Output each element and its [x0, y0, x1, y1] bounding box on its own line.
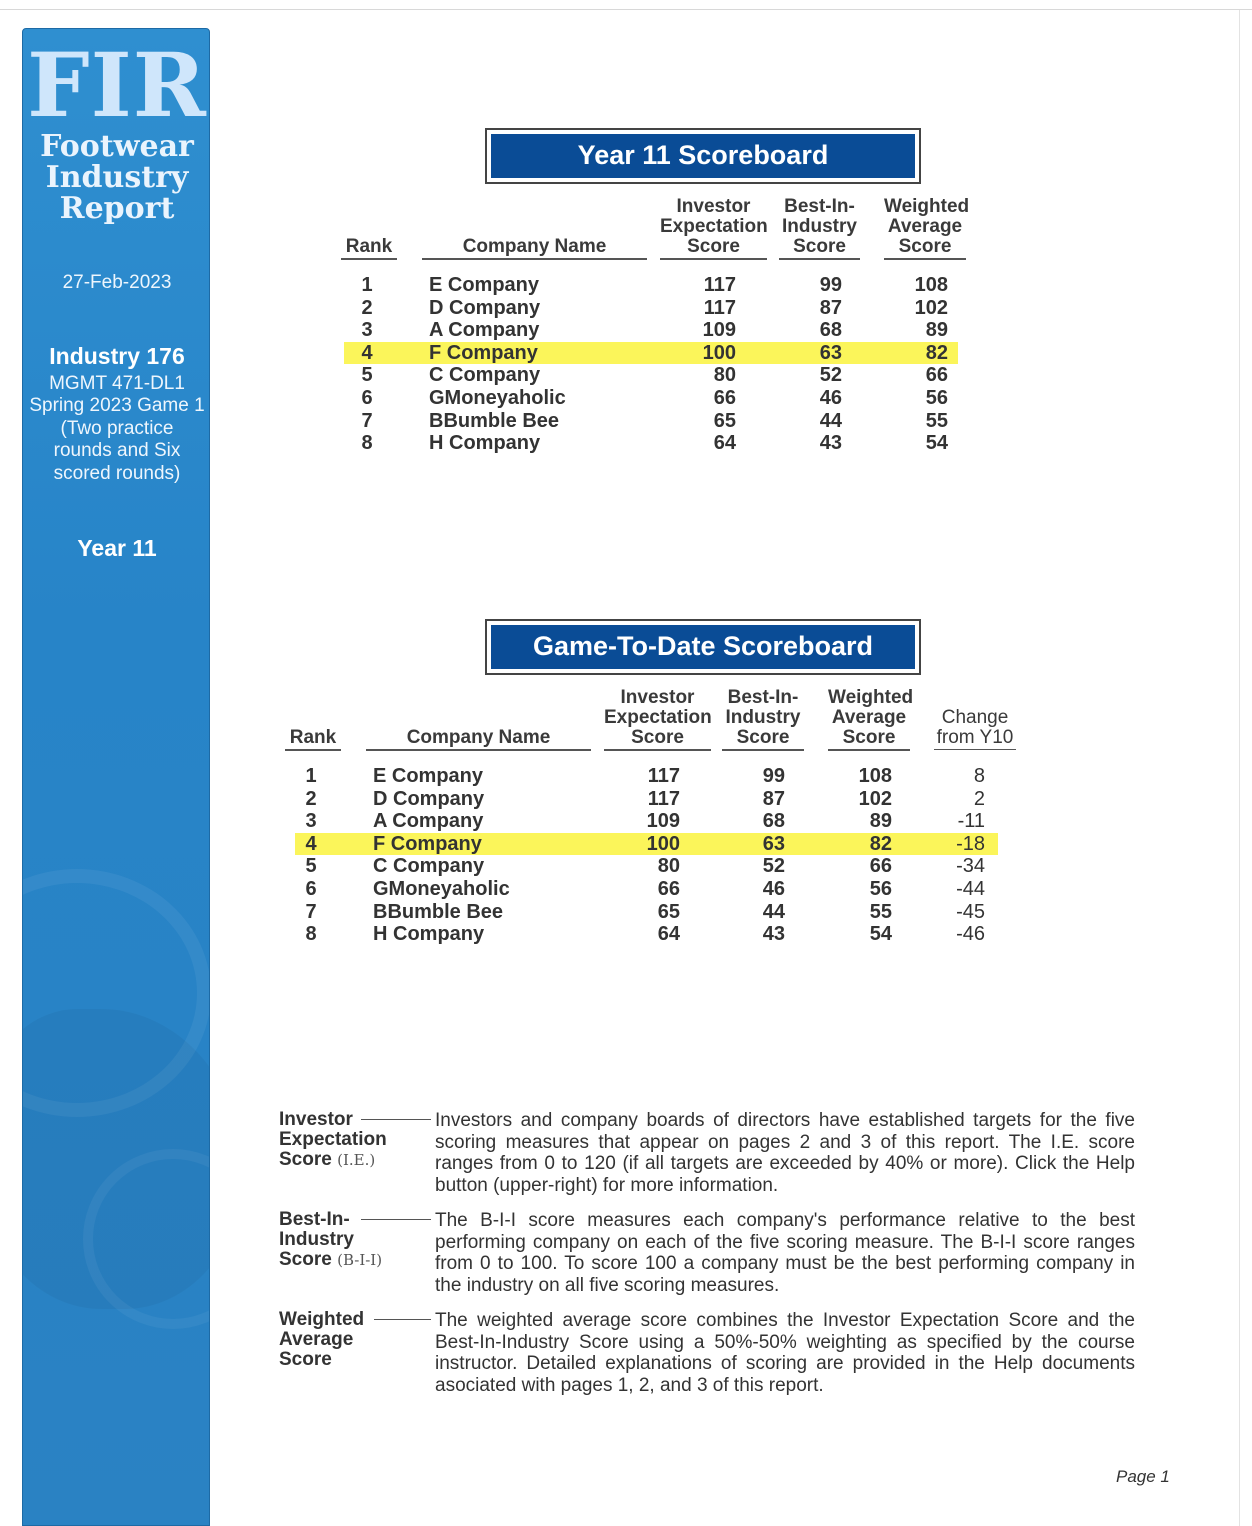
cell-rank: 8: [361, 432, 373, 455]
cell-weighted-score: 54: [925, 432, 948, 455]
col-header-company: Company Name: [422, 237, 647, 260]
cell-weighted-score: 66: [869, 855, 892, 878]
cell-weighted-score: 108: [914, 274, 948, 296]
cell-change: 2: [973, 787, 985, 810]
cell-rank: 4: [305, 832, 317, 855]
cell-company: BBumble Bee: [373, 900, 504, 923]
definition-connector-line: [374, 1319, 431, 1320]
cell-rank: 2: [305, 787, 317, 810]
cell-ie-score: 66: [657, 878, 680, 900]
cell-weighted-score: 56: [925, 387, 948, 409]
definition-abbr: (B-I-I): [337, 1251, 383, 1269]
cell-weighted-score: 55: [869, 900, 892, 923]
definition-term-wavg: Weighted Average Score: [279, 1309, 365, 1370]
table-row: [344, 319, 958, 341]
table-row: [344, 387, 958, 409]
definition-text-bii: The B-I-I score measures each company's performance relative to the best performing company on each of the five scoring measure. The B-I-I score ranges from 0 to 100. To score 100 a company must be the best performing company in the industry on all five scoring measures.: [435, 1210, 1135, 1296]
cell-company: D Company: [373, 787, 485, 810]
top-divider: [0, 9, 1252, 10]
cell-bii-score: 99: [762, 765, 785, 787]
cell-ie-score: 65: [657, 900, 680, 923]
cell-rank: 7: [361, 409, 373, 432]
table-row-highlighted: [344, 342, 958, 364]
cell-bii-score: 44: [762, 900, 785, 923]
right-divider: [1239, 10, 1240, 1526]
cell-ie-score: 117: [703, 296, 736, 319]
year-scoreboard-title: Year 11 Scoreboard: [491, 134, 915, 178]
cell-weighted-score: 108: [858, 765, 892, 787]
cell-rank: 2: [361, 296, 373, 319]
definition-term-ie: Investor Expectation Score (I.E.): [279, 1109, 387, 1170]
cell-bii-score: 44: [819, 409, 842, 432]
table-row: [344, 432, 958, 454]
cell-bii-score: 68: [762, 810, 785, 833]
cell-change: -45: [956, 900, 985, 923]
cell-weighted-score: 102: [914, 296, 948, 319]
cell-weighted-score: 89: [869, 810, 892, 833]
cell-bii-score: 46: [762, 878, 785, 900]
cell-weighted-score: 54: [869, 923, 892, 946]
cell-company: GMoneyaholic: [373, 878, 510, 900]
col-header-ie: Investor Expectation Score: [660, 197, 767, 260]
table-row: [295, 765, 998, 787]
page-number: Page 1: [1116, 1467, 1170, 1486]
course-detail-line: MGMT 471-DL1: [49, 373, 185, 394]
gtd-scoreboard-title: Game-To-Date Scoreboard: [491, 625, 915, 669]
col-header-ie: Investor Expectation Score: [604, 688, 711, 751]
cell-weighted-score: 56: [869, 878, 892, 900]
cell-change: 8: [973, 765, 985, 787]
cell-bii-score: 87: [762, 787, 785, 810]
course-detail-line: Spring 2023 Game 1: [29, 395, 205, 416]
cell-company: E Company: [373, 765, 484, 787]
cell-bii-score: 63: [819, 341, 842, 364]
cell-company: C Company: [429, 364, 541, 387]
table-row: [344, 274, 958, 296]
cell-rank: 8: [305, 923, 317, 946]
course-detail-line: (Two practice: [60, 418, 174, 439]
cell-ie-score: 80: [657, 855, 680, 878]
cell-rank: 1: [305, 765, 317, 787]
cell-weighted-score: 82: [869, 832, 892, 855]
cell-weighted-score: 102: [858, 787, 892, 810]
definition-text-ie: Investors and company boards of directors have established targets for the five scoring measures that appear on pages 2 and 3 of this report. The I.E. score ranges from 0 to 120 (if all targets are exceeded by 40% or more). Click the Help button (upper-right) for more information.: [435, 1110, 1135, 1196]
cell-ie-score: 64: [713, 432, 736, 455]
course-detail-line: rounds and Six: [53, 440, 181, 461]
col-header-bii: Best-In- Industry Score: [722, 688, 804, 751]
col-header-rank: Rank: [341, 237, 397, 260]
col-header-change: Change from Y10: [934, 708, 1016, 750]
cell-bii-score: 63: [762, 832, 785, 855]
year-label: Year 11: [77, 535, 157, 561]
cell-rank: 3: [361, 319, 373, 342]
cell-weighted-score: 82: [925, 341, 948, 364]
cell-bii-score: 46: [819, 387, 842, 409]
table-row: [344, 410, 958, 432]
cell-change: -34: [956, 855, 985, 878]
sidebar: [22, 28, 210, 1526]
cell-rank: 5: [361, 364, 373, 387]
cell-ie-score: 80: [713, 364, 736, 387]
cell-ie-score: 100: [646, 832, 680, 855]
course-detail-line: scored rounds): [53, 463, 181, 484]
report-date: 27-Feb-2023: [62, 272, 172, 293]
cell-ie-score: 65: [713, 409, 736, 432]
col-header-bii: Best-In- Industry Score: [779, 197, 860, 260]
year-scoreboard-title-box: [485, 128, 921, 184]
cell-rank: 5: [305, 855, 317, 878]
table-row: [295, 878, 998, 900]
cell-company: H Company: [373, 923, 485, 946]
cell-bii-score: 87: [819, 296, 842, 319]
cell-ie-score: 117: [703, 274, 736, 296]
cell-ie-score: 117: [647, 787, 680, 810]
definition-connector-line: [361, 1219, 431, 1220]
cell-weighted-score: 55: [925, 409, 948, 432]
cell-ie-score: 117: [647, 765, 680, 787]
cell-company: A Company: [429, 319, 540, 342]
cell-rank: 1: [361, 274, 373, 296]
cell-weighted-score: 66: [925, 364, 948, 387]
definition-text-wavg: The weighted average score combines the Investor Expectation Score and the Best-In-Industry Score using a 50%-50% weighting as specified by the course instructor. Detailed explanations of scoring are provided in the Help documents asociated with pages 1, 2, and 3 of this report.: [435, 1310, 1135, 1396]
cell-ie-score: 109: [702, 319, 736, 342]
report-title-line: Footwear: [40, 129, 194, 164]
cell-bii-score: 52: [819, 364, 842, 387]
cell-bii-score: 52: [762, 855, 785, 878]
table-row-highlighted: [295, 833, 998, 855]
cell-bii-score: 68: [819, 319, 842, 342]
report-title-line: Industry: [45, 160, 189, 195]
report-title-line: Report: [59, 191, 175, 226]
cell-ie-score: 66: [713, 387, 736, 409]
cell-ie-score: 109: [646, 810, 680, 833]
cell-bii-score: 43: [762, 923, 785, 946]
col-header-wavg: Weighted Average Score: [884, 197, 966, 260]
definition-connector-line: [361, 1119, 431, 1120]
cell-weighted-score: 89: [925, 319, 948, 342]
fir-logo: FIR: [27, 33, 207, 137]
cell-change: -46: [956, 923, 985, 946]
table-row: [295, 810, 998, 832]
col-header-company: Company Name: [366, 728, 591, 751]
definition-term-bii: Best-In- Industry Score (B-I-I): [279, 1209, 383, 1270]
cell-change: -44: [956, 878, 985, 900]
cell-ie-score: 64: [657, 923, 680, 946]
table-row: [295, 901, 998, 923]
cell-bii-score: 99: [819, 274, 842, 296]
cell-company: D Company: [429, 296, 541, 319]
cell-ie-score: 100: [702, 341, 736, 364]
table-row: [344, 297, 958, 319]
industry-label: Industry 176: [49, 343, 185, 369]
cell-company: A Company: [373, 810, 484, 833]
cell-rank: 7: [305, 900, 317, 923]
cell-company: C Company: [373, 855, 485, 878]
table-row: [295, 788, 998, 810]
col-header-wavg: Weighted Average Score: [828, 688, 910, 751]
cell-company: F Company: [429, 341, 538, 364]
cell-rank: 3: [305, 810, 317, 833]
cell-change: -11: [957, 810, 985, 833]
cell-company: E Company: [429, 274, 540, 296]
table-row: [295, 855, 998, 877]
cell-company: H Company: [429, 432, 541, 455]
definition-abbr: (I.E.): [337, 1151, 376, 1169]
cell-company: GMoneyaholic: [429, 387, 566, 409]
cell-rank: 4: [361, 341, 373, 364]
cell-company: BBumble Bee: [429, 409, 560, 432]
cell-change: -18: [956, 832, 985, 855]
cell-rank: 6: [361, 387, 373, 409]
cell-company: F Company: [373, 832, 482, 855]
cell-bii-score: 43: [819, 432, 842, 455]
table-row: [295, 923, 998, 945]
table-row: [344, 364, 958, 386]
col-header-rank: Rank: [285, 728, 341, 751]
cell-rank: 6: [305, 878, 317, 900]
gtd-scoreboard-title-box: [485, 619, 921, 675]
